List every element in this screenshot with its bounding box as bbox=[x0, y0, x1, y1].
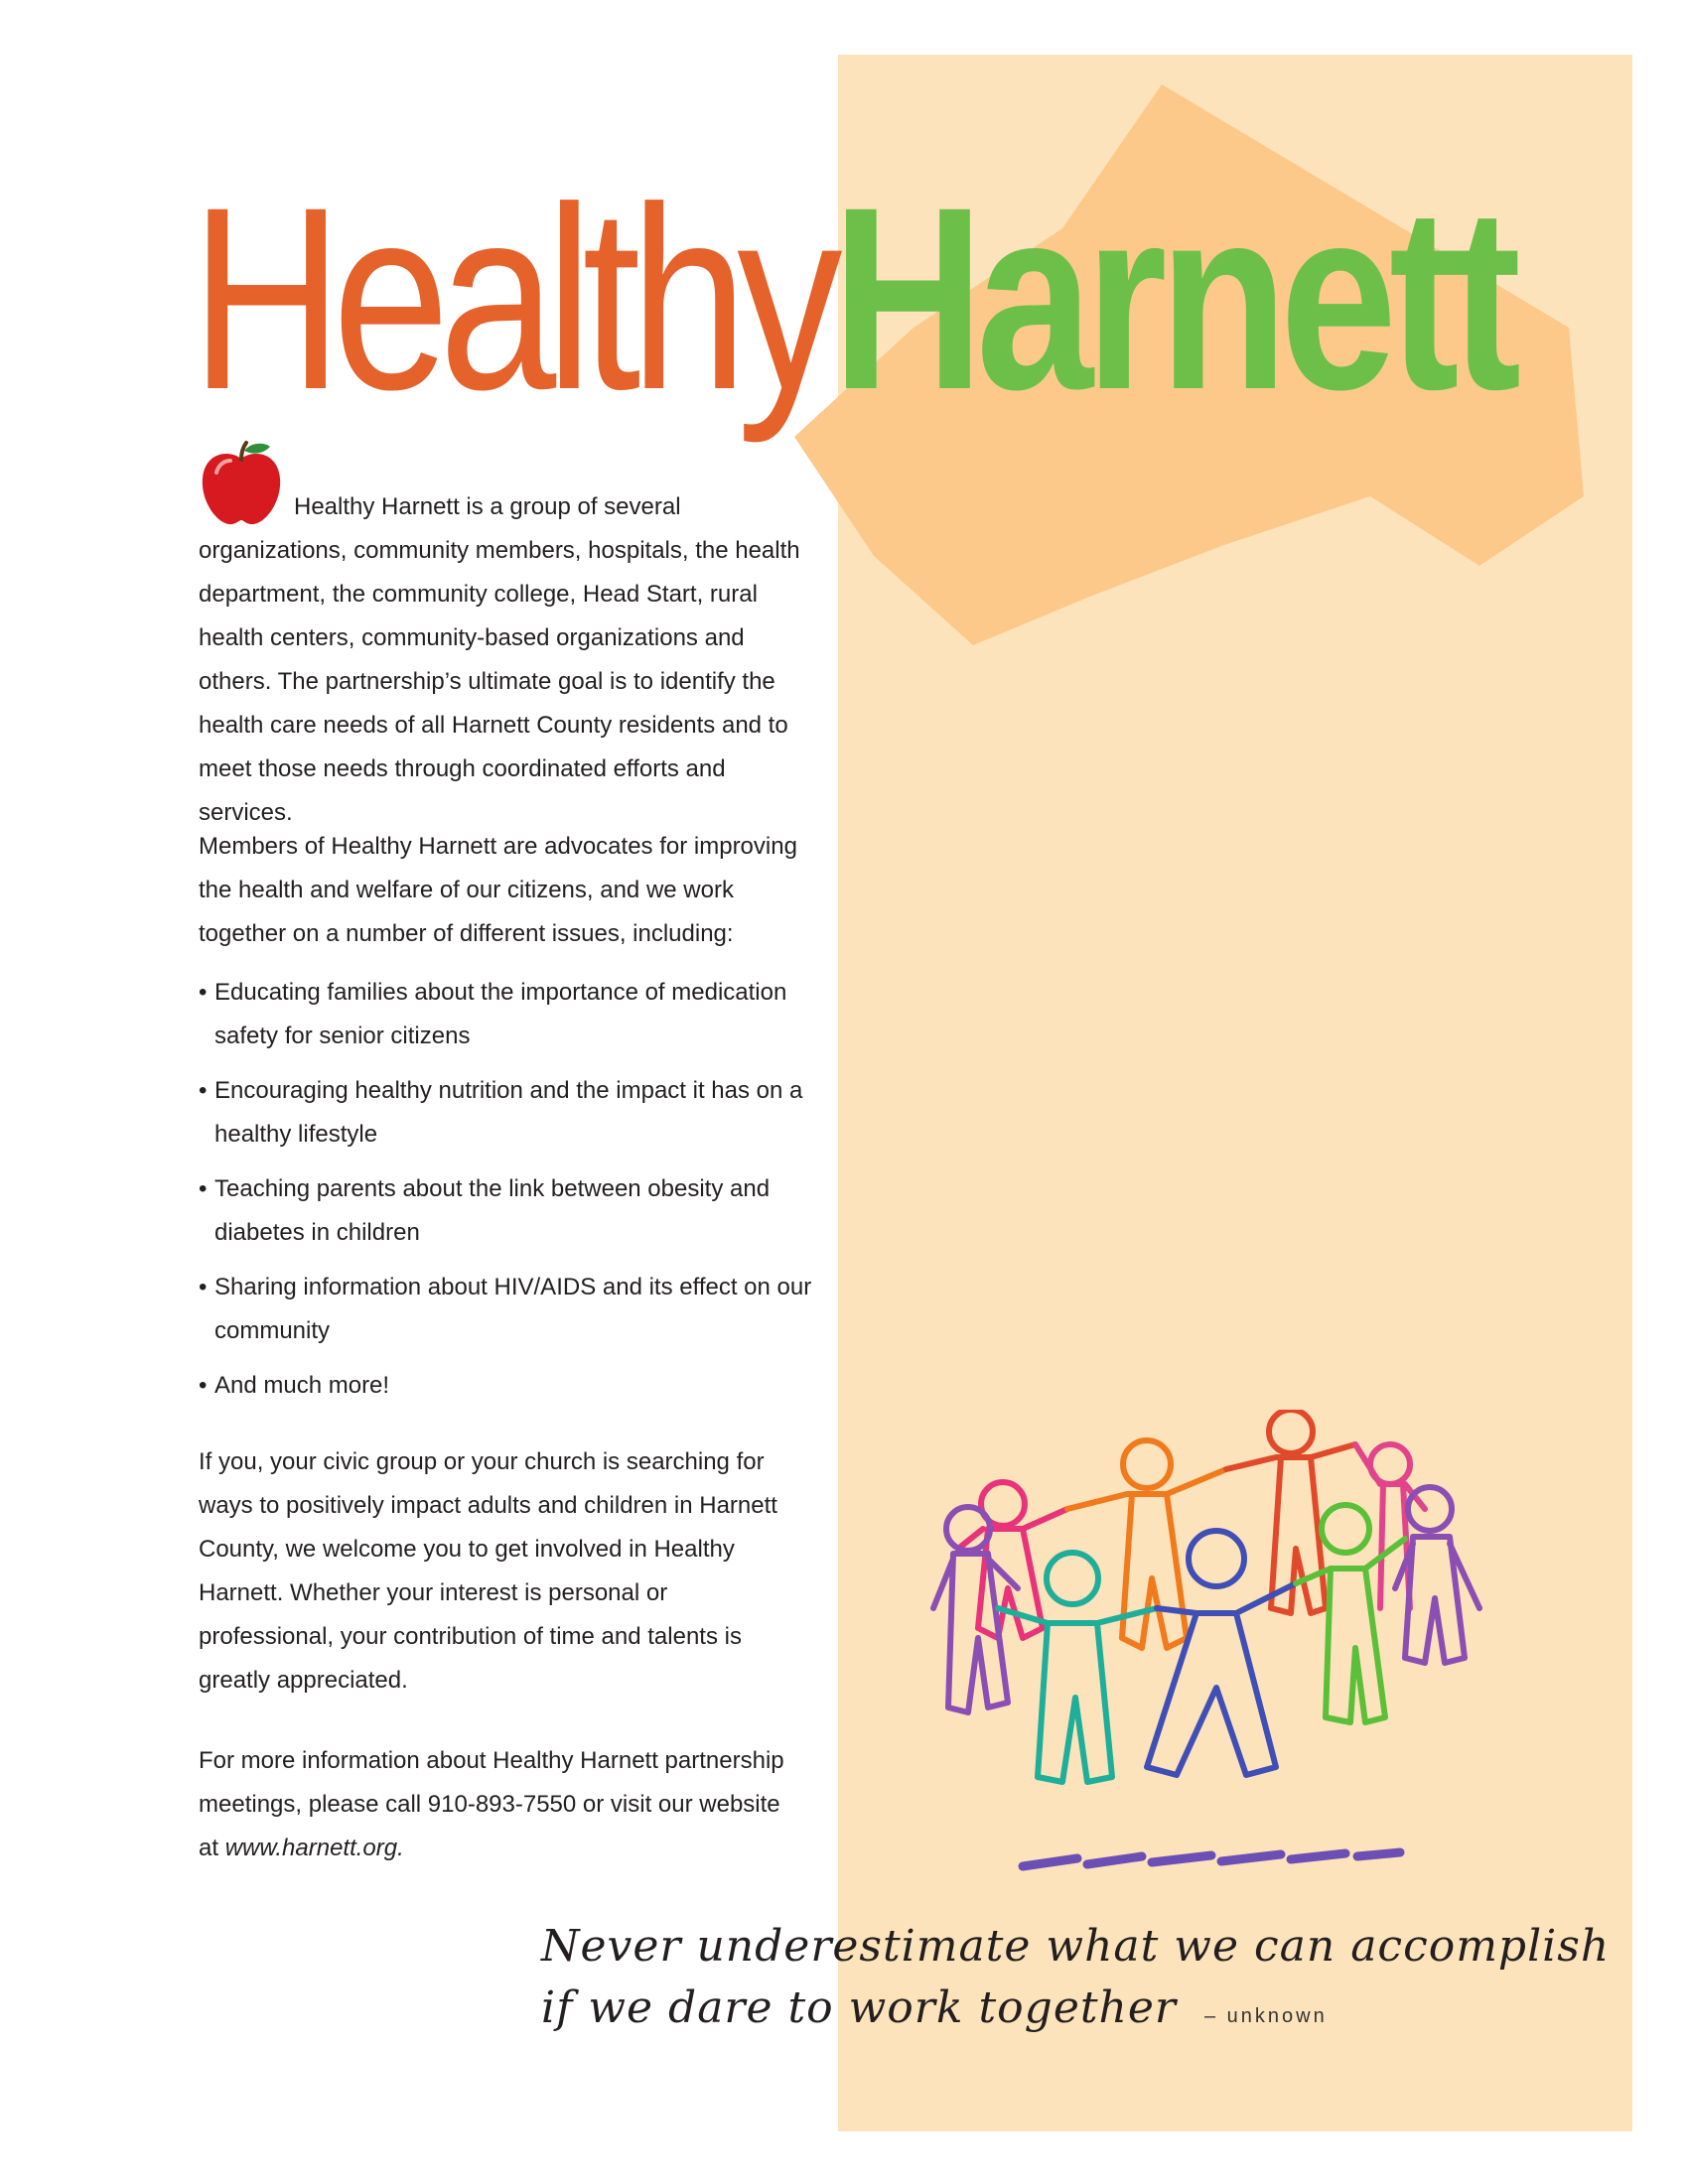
list-item: • And much more! bbox=[199, 1364, 814, 1408]
people-circle-illustration bbox=[928, 1410, 1544, 1876]
quote-line-2 bbox=[541, 1978, 1534, 2047]
invite-paragraph: If you, your civic group or your church is searching for ways to positively impact adults and children in Harnett County, we welcome you to get involved in Healthy Harnett. Whether your interest is personal or professional, your contribution of time and talents is greatly appreciated. bbox=[199, 1448, 777, 1694]
contact-paragraph bbox=[199, 1739, 804, 1870]
title-harnett: Harnett bbox=[831, 153, 1514, 444]
website-link[interactable]: www.harnett.org. bbox=[224, 1835, 404, 1861]
figure-purple-right bbox=[1395, 1487, 1479, 1663]
contact-text: For more information about Healthy Harnett partnership meetings, please call 910-893-7550 or visit our website at bbox=[199, 1747, 784, 1861]
intro-paragraph: Healthy Harnett is a group of several organizations, community members, hospitals, the health department, the community college, Head Start, rural health centers, community-based organizations and others. The partnership’s ultimate goal is to identify the health care needs of all Harnett County residents and to meet those needs through coordinated efforts and services. bbox=[199, 493, 800, 826]
closing-quote bbox=[541, 1916, 1611, 2047]
page-title bbox=[191, 153, 1514, 444]
quote-line-2-text: if we dare to work together bbox=[541, 1982, 1177, 2033]
advocates-paragraph: Members of Healthy Harnett are advocates for improving the health and welfare of our citizens, and we work together on a number of different issues, including: bbox=[199, 833, 797, 947]
ground-scribble bbox=[1023, 1852, 1400, 1866]
list-item: • Educating families about the importance of medication safety for senior citizens bbox=[199, 971, 814, 1058]
figure-teal-front bbox=[998, 1553, 1157, 1782]
quote-attribution: – unknown bbox=[1203, 2005, 1328, 2027]
figure-orange-back bbox=[1067, 1440, 1226, 1648]
quote-line-1: Never underestimate what we can accomplish bbox=[541, 1921, 1611, 1972]
issues-list bbox=[199, 971, 814, 1419]
title-healthy: Healthy bbox=[191, 153, 832, 444]
list-item: • Encouraging healthy nutrition and the impact it has on a healthy lifestyle bbox=[199, 1069, 814, 1157]
list-item: • Teaching parents about the link between obesity and diabetes in children bbox=[199, 1167, 814, 1255]
list-item: • Sharing information about HIV/AIDS and its effect on our community bbox=[199, 1266, 814, 1353]
